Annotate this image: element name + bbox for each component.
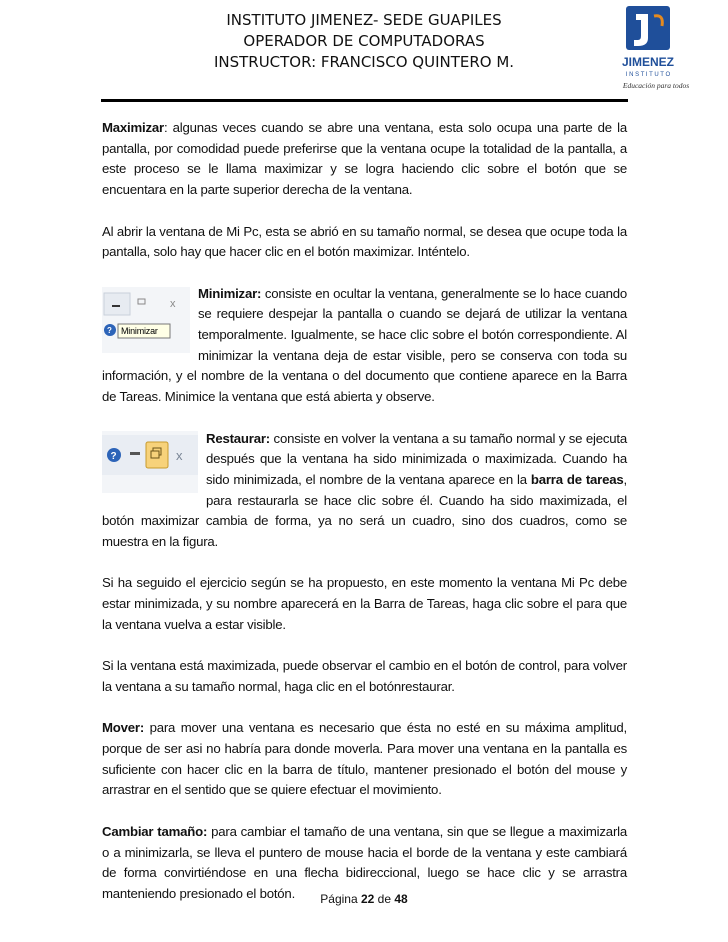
text-seguido: Si ha seguido el ejercicio según se ha propuesto, en este momento la ventana Mi Pc debe estar minimizada, y su nombre aparecerá en la Barra de Tareas, haga clic sobre el para que la ventana vuelva a estar visible. [102, 575, 627, 632]
paragraph-seguido [102, 573, 627, 635]
logo-name: JIMENEZ [621, 55, 675, 69]
paragraph-mover [102, 718, 627, 801]
text-maximizar: : algunas veces cuando se abre una ventana, esta solo ocupa una parte de la pantalla, por comodidad puede preferirse que la ventana ocupe la totalidad de la pantalla, a este proceso se le llama maximizar y se logra haciendo clic sobre el botón que se encuentara en la parte superior derecha de la ventana. [102, 120, 627, 198]
term-maximizar: Maximizar [102, 120, 164, 135]
paragraph-restaurar [102, 429, 627, 553]
header-divider [101, 99, 628, 102]
term-restaurar: Restaurar: [206, 430, 270, 446]
paragraph-minimizar [102, 284, 627, 408]
text-mover: para mover una ventana es necesario que ésta no esté en su máxima amplitud, porque de ser asi no habría para donde moverla. Para mover una ventana en la pantalla es suficiente con hacer clic en la barra de título, mantener presionado el botón del mouse y arrastrar en el sentido que se quiere efectuar el movimiento. [102, 720, 627, 798]
document-body [102, 118, 627, 925]
close-icon: x [176, 447, 183, 463]
minimize-icon [112, 305, 120, 307]
minimize-icon [130, 452, 140, 455]
restore-button-figure [102, 431, 198, 493]
paragraph-maximizada [102, 656, 627, 697]
svg-text:?: ? [110, 450, 117, 462]
term-mover: Mover: [102, 720, 145, 736]
page-footer [0, 892, 728, 906]
close-icon: x [170, 297, 176, 310]
logo-slogan: Educación para todos [622, 81, 690, 90]
paragraph-maximizar [102, 118, 627, 201]
header-line-2: OPERADOR DE COMPUTADORAS [243, 32, 485, 50]
footer-page-label: Página [320, 892, 361, 906]
text-cambiar-tamano: para cambiar el tamaño de una ventana, sin que se llegue a maximizarla o a minimizarla, se lleva el puntero de mouse hacia el borde de la ventana y este cambiará de forma convirtiéndose en una flecha bidireccional, luego se hace clic y se arrastra manteniendo presionado el botón. [102, 823, 627, 901]
term-barra-de-tareas: barra de tareas [530, 471, 624, 487]
text-mi-pc: Al abrir la ventana de Mi Pc, esta se abrió en su tamaño normal, se desea que ocupe toda la pantalla, solo hay que hacer clic en el botón maximizar. Inténtelo. [102, 223, 627, 260]
page-header [150, 10, 578, 73]
term-cambiar-tamano: Cambiar tamaño: [102, 823, 208, 839]
term-minimizar: Minimizar: [198, 285, 262, 301]
footer-page-number: 22 [360, 892, 375, 906]
text-minimizar: consiste en ocultar la ventana, generalmente se lo hace cuando se requiere despejar la pantalla o cuando se dejará de utilizar la ventana temporalmente. Igualmente, se hace clic sobre el botón correspondiente. Al minimizar la ventana deja de estar visible, pero se conserva con toda su información, y el nombre de la ventana o del documento que contiene aparece en la Barra de Tareas. Minimice la ventana que está abierta y observe. [102, 285, 627, 405]
logo-sub: I N S T I T U T O [625, 72, 671, 78]
institute-logo [600, 4, 704, 92]
header-line-1: INSTITUTO JIMENEZ- SEDE GUAPILES [226, 11, 502, 29]
footer-of-label: de [374, 892, 395, 906]
minimize-tooltip: Minimizar [121, 325, 158, 336]
text-restaurar-a: consiste en volver la ventana a su tamaño normal y se ejecuta después que la ventana ha sido minimizada o maximizada. Cuando ha sido minimizada, el nombre de la ventana aparece en la [206, 430, 627, 487]
footer-total-pages: 48 [394, 892, 408, 906]
minimize-button-figure [102, 287, 190, 353]
svg-text:?: ? [107, 325, 112, 335]
text-maximizada: Si la ventana está maximizada, puede observar el cambio en el botón de control, para volver la ventana a su tamaño normal, haga clic en el botónrestaurar. [102, 658, 627, 694]
text-restaurar-b: , para restaurarla se hace clic sobre él. Cuando ha sido maximizada, el botón maximizar cambia de forma, ya no será un cuadro, sino dos cuadros, como se muestra en la figura. [102, 471, 627, 550]
restore-figure-graphic [102, 431, 198, 493]
minimize-figure-graphic [102, 287, 190, 353]
paragraph-mi-pc [102, 222, 627, 263]
header-line-3: INSTRUCTOR: FRANCISCO QUINTERO M. [213, 53, 515, 71]
